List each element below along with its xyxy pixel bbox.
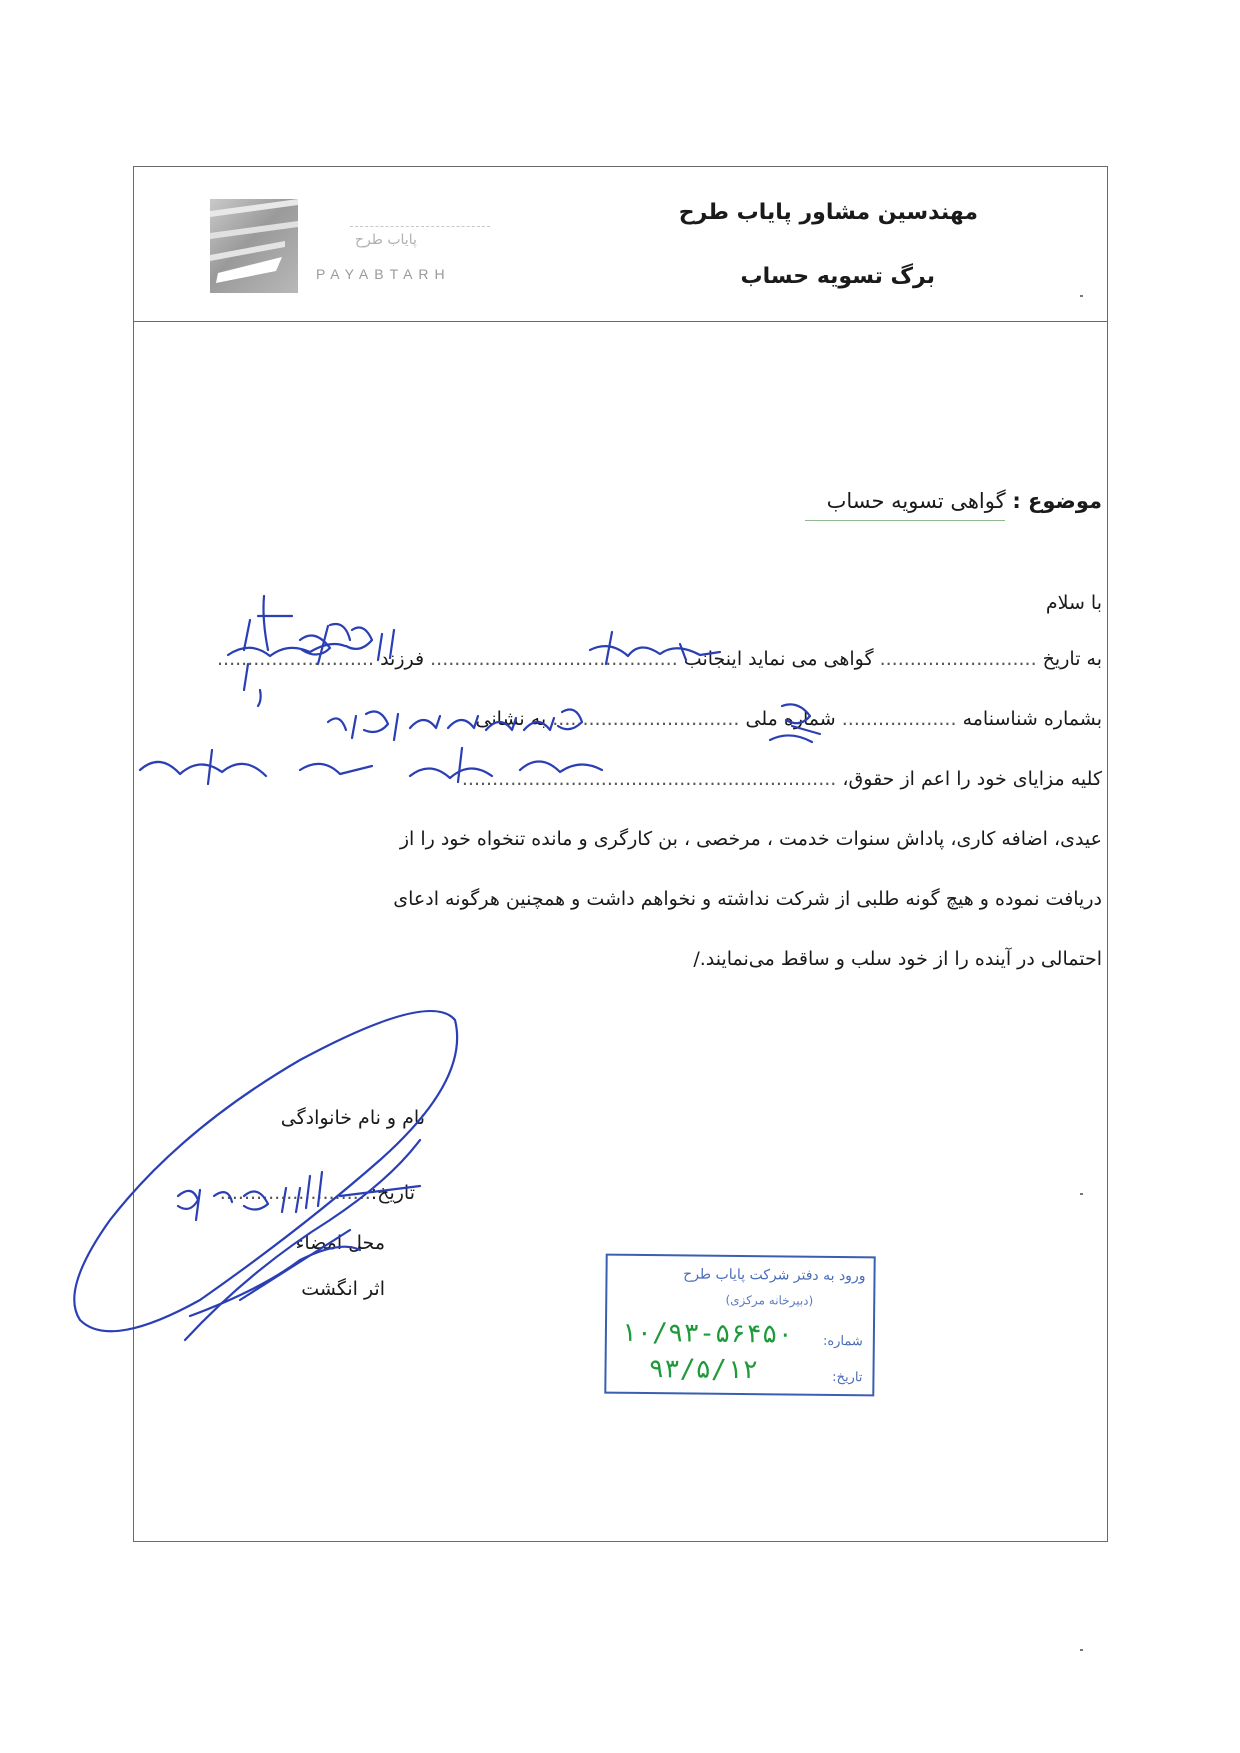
logo-persian-text: پایاب طرح [355,232,417,248]
date-prefix: به تاریخ [1042,648,1102,670]
subject-line [827,489,1102,513]
body-line-1: به تاریخ .......................... گواهی می نماید اینجانب ......................................... فرزند .......................... [216,648,1102,670]
national-id-label: شماره ملی [745,708,836,730]
header-divider [133,321,1108,322]
stamp-number-value: ۱۰/۹۳-۵۶۴۵۰ [620,1317,794,1350]
subject-underline [805,520,1005,521]
child-of-label: فرزند [380,648,425,670]
stamp-date-value: ۹۳/۵/۱۲ [648,1354,759,1386]
form-title: برگ تسویه حساب [740,264,935,289]
address-label: به نشانی [475,708,547,730]
scan-speck [1080,1649,1083,1651]
scan-speck [1080,1193,1083,1195]
company-name: مهندسین مشاور پایاب طرح [678,200,978,225]
body-line-4: عیدی، اضافه کاری، پاداش سنوات خدمت ، مرخصی ، بن کارگری و مانده تنخواه خود را از [399,828,1102,850]
name-label: نام و نام خانوادگی [280,1107,425,1129]
logo-english-text: PAYABTARH [316,266,451,282]
body-line-6: احتمالی در آینده را از خود سلب و ساقط می‌نمایند./ [693,948,1102,970]
subject-text: گواهی تسویه حساب [826,489,1006,513]
signature-date-label: تاریخ:......................... [219,1182,415,1204]
subject-label: موضوع : [1012,489,1102,513]
id-number-label: بشماره شناسنامه [962,708,1102,730]
sign-place-label: محل امضاء [295,1232,385,1254]
logo-mark-icon [210,199,298,293]
greeting: با سلام [1045,592,1102,614]
company-logo [210,199,298,293]
body-line-3: کلیه مزایای خود را اعم از حقوق، .............................................................. [461,768,1102,790]
scan-speck [1080,295,1083,297]
receipt-stamp [604,1254,875,1397]
certifies-text: گواهی می نماید اینجانب [683,648,874,670]
body-line-2: بشماره شناسنامه ................... شماره ملی ............................... به نشانی [475,708,1102,730]
stamp-title: ورود به دفتر شرکت پایاب طرح [683,1266,866,1285]
logo-rule [350,226,490,227]
stamp-subtitle: (دبیرخانه مرکزی) [725,1292,814,1308]
benefits-text: کلیه مزایای خود را اعم از حقوق، [842,768,1102,790]
fingerprint-label: اثر انگشت [301,1278,385,1300]
stamp-number-label: شماره: [822,1333,863,1350]
stamp-date-label: تاریخ: [832,1369,863,1386]
body-line-5: دریافت نموده و هیچ گونه طلبی از شرکت نداشته و نخواهم داشت و همچنین هرگونه ادعای [393,888,1102,910]
